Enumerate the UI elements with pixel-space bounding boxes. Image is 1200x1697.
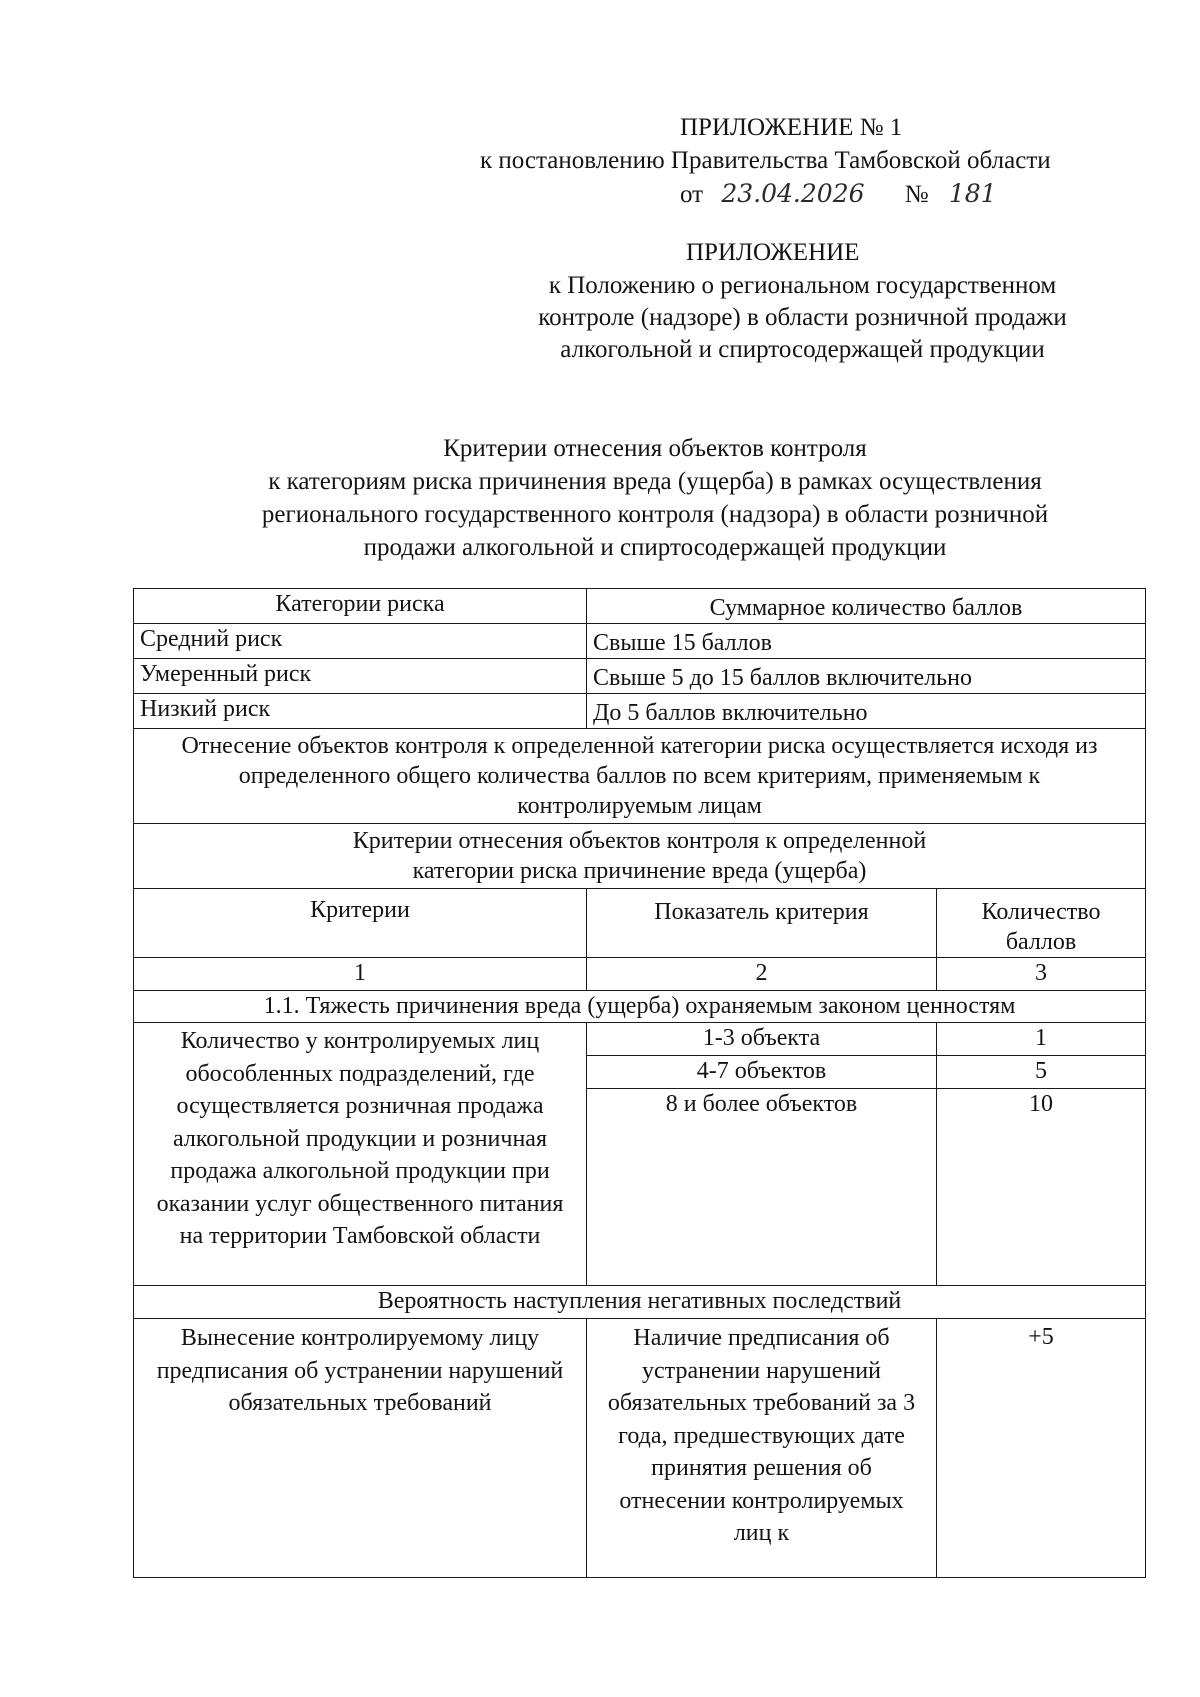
appendix2-lines xyxy=(495,270,1110,366)
risk-row xyxy=(134,659,1146,694)
section-2-title: Вероятность наступления негативных последствий xyxy=(134,1286,1146,1319)
header-risk-category: Категории риска xyxy=(134,589,587,624)
col-number: 2 xyxy=(587,958,937,991)
title-line: продажи алкогольной и спиртосодержащей продукции xyxy=(363,534,947,561)
indicator: 1-3 объекта xyxy=(587,1023,937,1056)
points: 10 xyxy=(937,1089,1146,1286)
points: 5 xyxy=(937,1056,1146,1089)
column-header-row xyxy=(134,889,1146,958)
appendix2-line: алкогольной и спиртосодержащей продукции xyxy=(560,336,1045,363)
appendix2-line: контроле (надзоре) в области розничной продажи xyxy=(538,304,1067,331)
note-row xyxy=(134,729,1146,824)
date-prefix: от xyxy=(680,181,704,208)
appendix1-line: к постановлению Правительства Тамбовской области xyxy=(480,147,1051,174)
appendix2-title: ПРИЛОЖЕНИЕ xyxy=(686,239,860,266)
criteria-title-row xyxy=(134,824,1146,889)
col-number: 1 xyxy=(134,958,587,991)
handwritten-date: 23.04.2026 xyxy=(721,179,865,208)
risk-header-row xyxy=(134,589,1146,624)
title-line: Критерии отнесения объектов контроля xyxy=(443,435,867,462)
section-row xyxy=(134,1286,1146,1319)
risk-criteria-table xyxy=(133,588,1146,1578)
col-header-criteria: Критерии xyxy=(134,889,587,958)
appendix1-date-line xyxy=(680,178,997,211)
title-line: к категориям риска причинения вреда (ущерба) в рамках осуществления xyxy=(268,468,1042,495)
criterion-2-indicator: Наличие предписания об устранении нарушений обязательных требований за 3 года, предшествующих дате принятия решения об отнесении контролируемых лиц к xyxy=(587,1319,937,1578)
handwritten-number: 181 xyxy=(948,179,997,208)
risk-category: Средний риск xyxy=(134,624,587,659)
number-prefix: № xyxy=(904,181,929,208)
appendix2-line: к Положению о региональном государственном xyxy=(548,272,1057,299)
header-total-points: Суммарное количество баллов xyxy=(587,589,1146,624)
risk-points: Свыше 5 до 15 баллов включительно xyxy=(587,659,1146,694)
criteria-title: Критерии отнесения объектов контроля к определенной категории риска причинение вреда (ущерба) xyxy=(134,824,1146,889)
risk-points: Свыше 15 баллов xyxy=(587,624,1146,659)
col-header-indicator: Показатель критерия xyxy=(587,889,937,958)
points: 1 xyxy=(937,1023,1146,1056)
indicator: 8 и более объектов xyxy=(587,1089,937,1286)
risk-category: Низкий риск xyxy=(134,694,587,729)
risk-row xyxy=(134,694,1146,729)
col-header-points: Количество баллов xyxy=(937,889,1146,958)
title-line: регионального государственного контроля (надзора) в области розничной xyxy=(261,501,1049,528)
criterion-2-text: Вынесение контролируемому лицу предписания об устранении нарушений обязательных требований xyxy=(134,1319,587,1578)
document-title xyxy=(150,432,1160,564)
section-1-1-title: 1.1. Тяжесть причинения вреда (ущерба) охраняемым законом ценностям xyxy=(134,991,1146,1023)
risk-row xyxy=(134,624,1146,659)
col-number: 3 xyxy=(937,958,1146,991)
criterion-1-text: Количество у контролируемых лиц обособленных подразделений, где осуществляется розничная продажа алкогольной продукции и розничная продажа алкогольной продукции при оказании услуг общественного питания на территории Тамбовской области xyxy=(134,1023,587,1286)
appendix1-title: ПРИЛОЖЕНИЕ № 1 xyxy=(680,114,903,141)
risk-category: Умеренный риск xyxy=(134,659,587,694)
risk-points: До 5 баллов включительно xyxy=(587,694,1146,729)
section-row xyxy=(134,991,1146,1023)
column-number-row xyxy=(134,958,1146,991)
criterion-2-points: +5 xyxy=(937,1319,1146,1578)
criterion-2-row xyxy=(134,1319,1146,1578)
criterion-1-row xyxy=(134,1023,1146,1056)
indicator: 4-7 объектов xyxy=(587,1056,937,1089)
classification-note: Отнесение объектов контроля к определенной категории риска осуществляется исходя из определенного общего количества баллов по всем критериям, применяемым к контролируемым лицам xyxy=(134,729,1146,824)
